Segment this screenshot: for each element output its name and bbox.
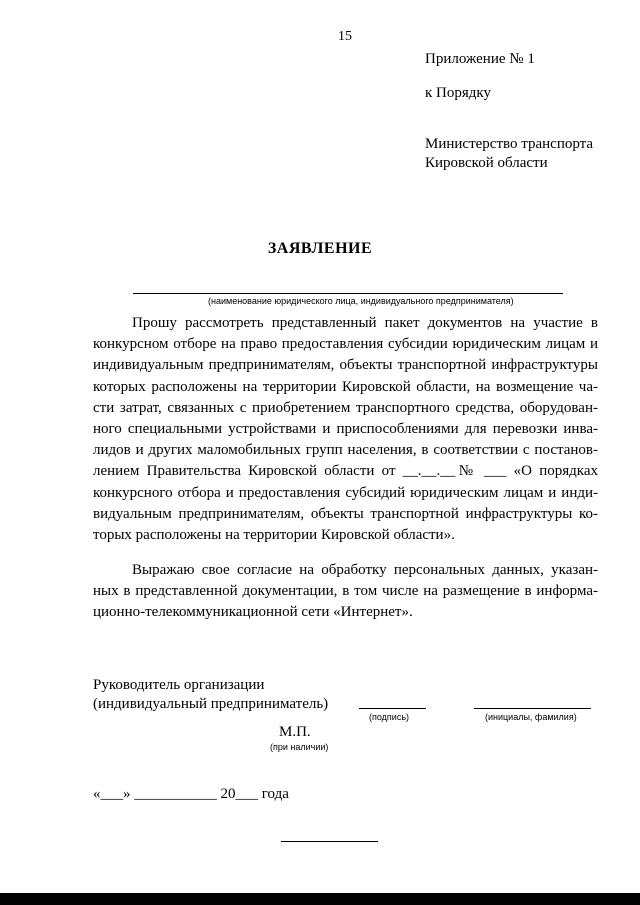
paragraph-line: лидов и других маломобильных групп населения, в соответствии с постанов- bbox=[93, 442, 598, 459]
paragraph-line: видуальным предпринимателям, объекты транспортной инфраструктуры ко- bbox=[93, 505, 598, 522]
paragraph-line: торых расположены на территории Кировской области». bbox=[93, 526, 455, 543]
paragraph-line: которых расположены на территории Кировской области, на возмещение ча- bbox=[93, 378, 598, 395]
footer-separator bbox=[281, 841, 378, 842]
page-number: 15 bbox=[338, 29, 352, 44]
stamp-label: М.П. bbox=[279, 724, 311, 740]
paragraph-line: ционно-телекоммуникационной сети «Интернет». bbox=[93, 604, 413, 621]
full-name-line bbox=[474, 708, 591, 709]
paragraph-line: лением Правительства Кировской области от __.__.__№ ___ «О порядках bbox=[93, 463, 598, 480]
full-name-caption: (инициалы, фамилия) bbox=[485, 712, 577, 722]
paragraph-line: конкурсном отборе на право предоставления субсидии юридическим лицам и bbox=[93, 336, 598, 353]
document-title: ЗАЯВЛЕНИЕ bbox=[267, 240, 373, 257]
paragraph-consent bbox=[93, 560, 598, 624]
bottom-scan-edge bbox=[0, 893, 640, 905]
addressee-line-1: Министерство транспорта bbox=[425, 136, 594, 152]
paragraph-line: ных в представленной документации, в том числе на размещение в информа- bbox=[93, 583, 598, 600]
signature-caption: (подпись) bbox=[369, 712, 410, 722]
paragraph-line: сти затрат, связанных с приобретением транспортного средства, оборудован- bbox=[93, 399, 598, 416]
date-line: «___» ___________ 20___ года bbox=[93, 786, 289, 802]
applicant-name-caption: (наименование юридического лица, индивидуального предпринимателя) bbox=[208, 296, 514, 306]
addressee-line-2: Кировской области bbox=[425, 155, 548, 171]
signature-line bbox=[359, 708, 426, 709]
paragraph-line: индивидуальным предпринимателям, объекты транспортной инфраструктуры bbox=[93, 357, 598, 374]
paragraph-request bbox=[93, 313, 598, 546]
appendix-label: Приложение № 1 bbox=[425, 51, 535, 67]
stamp-caption: (при наличии) bbox=[270, 742, 329, 752]
paragraph-line: Выражаю свое согласие на обработку персональных данных, указан- bbox=[132, 562, 598, 578]
paragraph-line: Прошу рассмотреть представленный пакет документов на участие в bbox=[132, 315, 598, 331]
signatory-role-line-1: Руководитель организации bbox=[93, 677, 265, 693]
paragraph-line: ного специальными устройствами и приспособлениями для перевозки инва- bbox=[93, 420, 598, 437]
paragraph-line: конкурсного отбора и предоставления субсидий юридическим лицам и инди- bbox=[93, 484, 598, 501]
applicant-name-line bbox=[133, 293, 563, 294]
signatory-role-line-2: (индивидуальный предприниматель) bbox=[93, 696, 329, 712]
to-order-label: к Порядку bbox=[425, 85, 491, 101]
